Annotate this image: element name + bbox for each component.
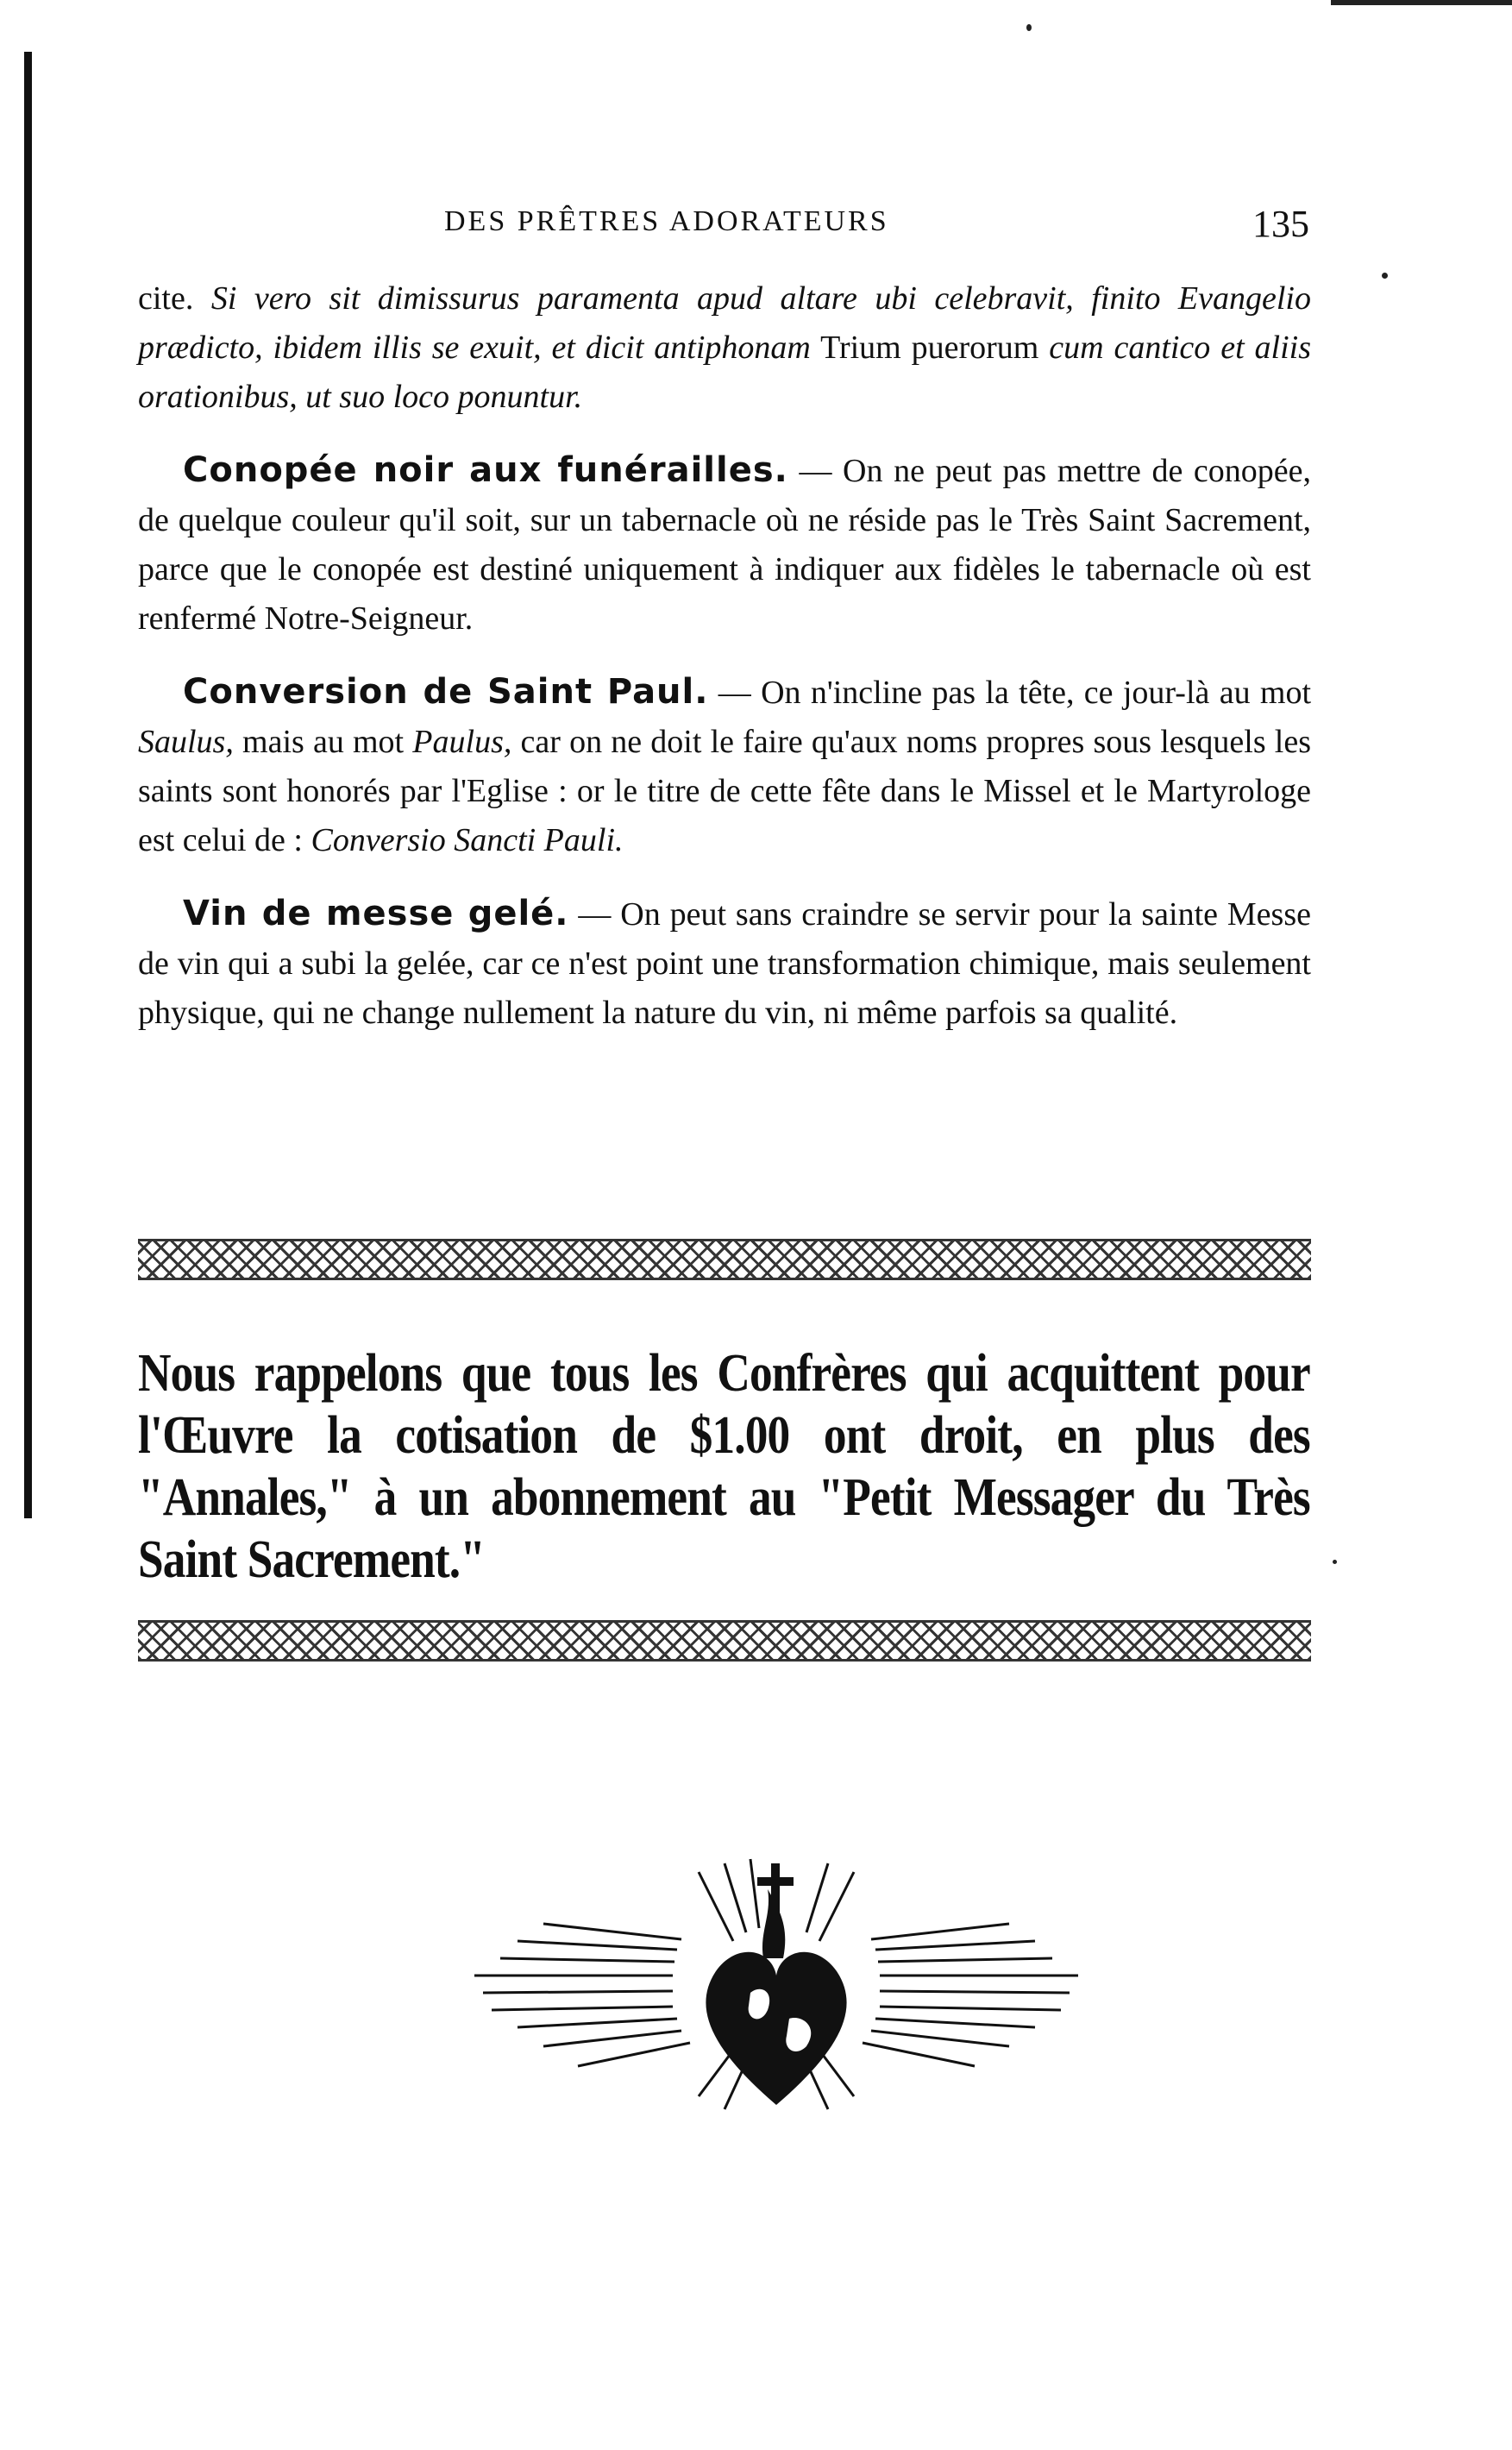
notice-text: Nous rappelons que tous les Confrères qui acquittent pour l'Œuvre la cotisation de $1.00 ont droit, en plus des "Annales," à un abonnement au "Petit Messager du Très Saint Sacrement." xyxy=(138,1344,1310,1589)
scan-speck xyxy=(1382,273,1388,279)
section-heading: Conversion de Saint Paul. xyxy=(183,672,709,712)
latin-term: Saulus, xyxy=(138,724,234,760)
ornament-border-top xyxy=(138,1239,1311,1280)
page-number: 135 xyxy=(1252,203,1309,245)
section-text: car on ne doit le faire qu'aux noms propres sous lesquels les saints sont honorés par l'Eglise : or le titre de cette fête dans le Missel et le Martyrologe est celui de : xyxy=(138,724,1311,858)
intro-latin: Si vero sit dimissurus paramenta apud altare ubi celebravit, finito Evangelio prædicto, ibidem illis se exuit, et dicit antiphonam xyxy=(138,280,1311,366)
section-text: mais au mot xyxy=(233,724,413,760)
scan-speck xyxy=(1333,1560,1337,1564)
section-conversion xyxy=(138,668,1311,865)
scan-edge-left xyxy=(24,52,32,1518)
sacred-heart-emblem xyxy=(440,1846,1113,2139)
ornament-border-bottom xyxy=(138,1620,1311,1662)
intro-paragraph xyxy=(138,274,1311,422)
running-title: DES PRÊTRES ADORATEURS xyxy=(444,205,889,237)
section-heading: Vin de messe gelé. xyxy=(183,894,569,933)
scan-edge-top xyxy=(1331,0,1512,5)
latin-term: Paulus, xyxy=(412,724,512,760)
heart-icon xyxy=(706,1952,846,2105)
body-text xyxy=(138,274,1311,1038)
section-conopee xyxy=(138,446,1311,644)
flame-icon xyxy=(757,1863,794,1958)
scan-speck xyxy=(1026,24,1032,31)
running-head xyxy=(138,205,1311,257)
intro-lead: cite. xyxy=(138,280,211,317)
intro-latin-2: cum cantico et aliis orationibus, ut suo loco ponuntur. xyxy=(138,330,1311,415)
section-text: — On peut sans craindre se servir pour la sainte Messe de vin qui a subi la gelée, car ce n'est point une transformation chimique, mais seulement physique, qui ne change nullement la nature du vin, ni même parfois sa qualité. xyxy=(138,896,1311,1031)
section-text: — On ne peut pas mettre de conopée, de quelque couleur qu'il soit, sur un tabernacle où ne réside pas le Très Saint Sacrement, parce que le conopée est destiné uniquement à indiquer aux fidèles le tabernacle où est renfermé Notre-Seigneur. xyxy=(138,453,1312,637)
section-text: — On n'incline pas la tête, ce jour-là au mot xyxy=(708,675,1312,711)
intro-mid: Trium puerorum xyxy=(810,330,1050,366)
section-heading: Conopée noir aux funérailles. xyxy=(183,450,788,490)
latin-term: Conversio Sancti Pauli. xyxy=(311,822,624,858)
section-vin xyxy=(138,889,1311,1038)
